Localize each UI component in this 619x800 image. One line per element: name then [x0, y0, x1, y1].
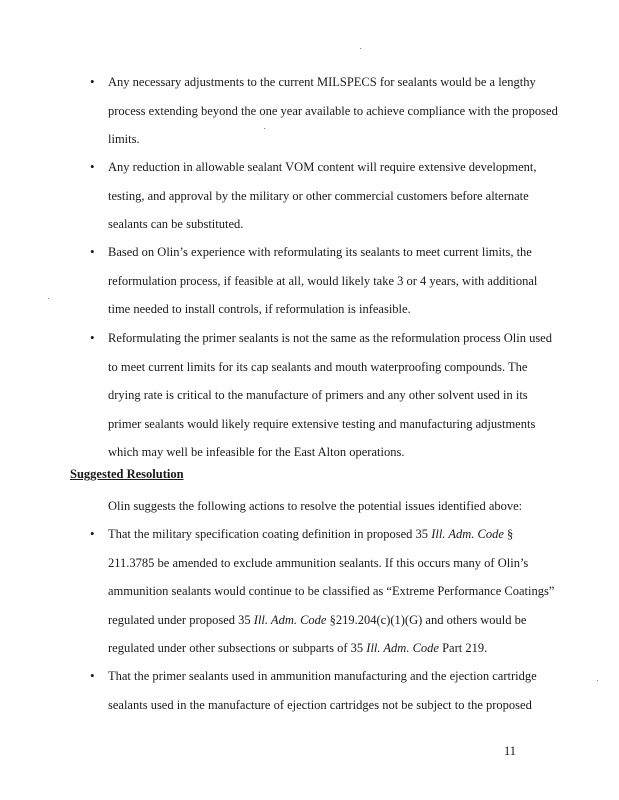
bullet-text: Reformulating the primer sealants is not the same as the reformulation process Olin used to meet current limits for its cap sealants and mouth waterproofing compounds. The drying rate is critical to the manufacture of primers and any other solvent used in its primer sealants would likely require extensive testing and manufacturing adjustments which may well be infeasible for the East Alton operations. [108, 331, 552, 459]
section-intro: Olin suggests the following actions to resolve the potential issues identified above: [108, 499, 523, 513]
bullet-text: Any necessary adjustments to the current MILSPECS for sealants would be a lengthy process extending beyond the one year available to achieve compliance with the proposed limits. [108, 75, 558, 146]
bullet-glyph: • [90, 159, 95, 174]
bullet-text: Based on Olin’s experience with reformulating its sealants to meet current limits, the reformulation process, if feasible at all, would likely take 3 or 4 years, with additional time needed to install controls, if reformulation is infeasible. [108, 245, 538, 316]
citation: Ill. Adm. Code [366, 641, 439, 655]
bullet-glyph: • [90, 74, 95, 89]
section-heading: Suggested Resolution [70, 467, 184, 481]
bullet-text [108, 520, 558, 663]
citation: Ill. Adm. Code [253, 612, 327, 627]
citation: Ill. Adm. Code [431, 527, 504, 541]
scan-speck [360, 48, 361, 49]
bullet-text: That the primer sealants used in ammunition manufacturing and the ejection cartridge sealants used in the manufacture of ejection cartridges not be subject to the proposed [108, 669, 537, 712]
scan-speck [48, 298, 49, 299]
bullet-text: Any reduction in allowable sealant VOM content will require extensive development, testing, and approval by the military or other commercial customers before alternate sealants can be substituted. [108, 160, 537, 231]
bullet-glyph: • [90, 244, 95, 259]
text-run: Part 219. [438, 641, 488, 655]
bullet-glyph: • [90, 526, 95, 541]
page-number: 11 [504, 744, 517, 758]
text-run: § 211.3785 be amended to exclude ammunition sealants. If this occurs many of Olin’s ammunition sealants would continue to be classified as “Extreme Performance Coatings” regulated under proposed 35 [108, 527, 555, 627]
text-run: That the military specification coating definition in proposed 35 [108, 527, 432, 541]
scan-speck [597, 680, 598, 681]
bullet-glyph: • [90, 330, 95, 345]
bullet-glyph: • [90, 668, 95, 683]
scan-speck [264, 128, 265, 129]
text-run: §219.204(c)(1)(G) and others would be regulated under other subsections or subparts of 35 [108, 612, 527, 655]
